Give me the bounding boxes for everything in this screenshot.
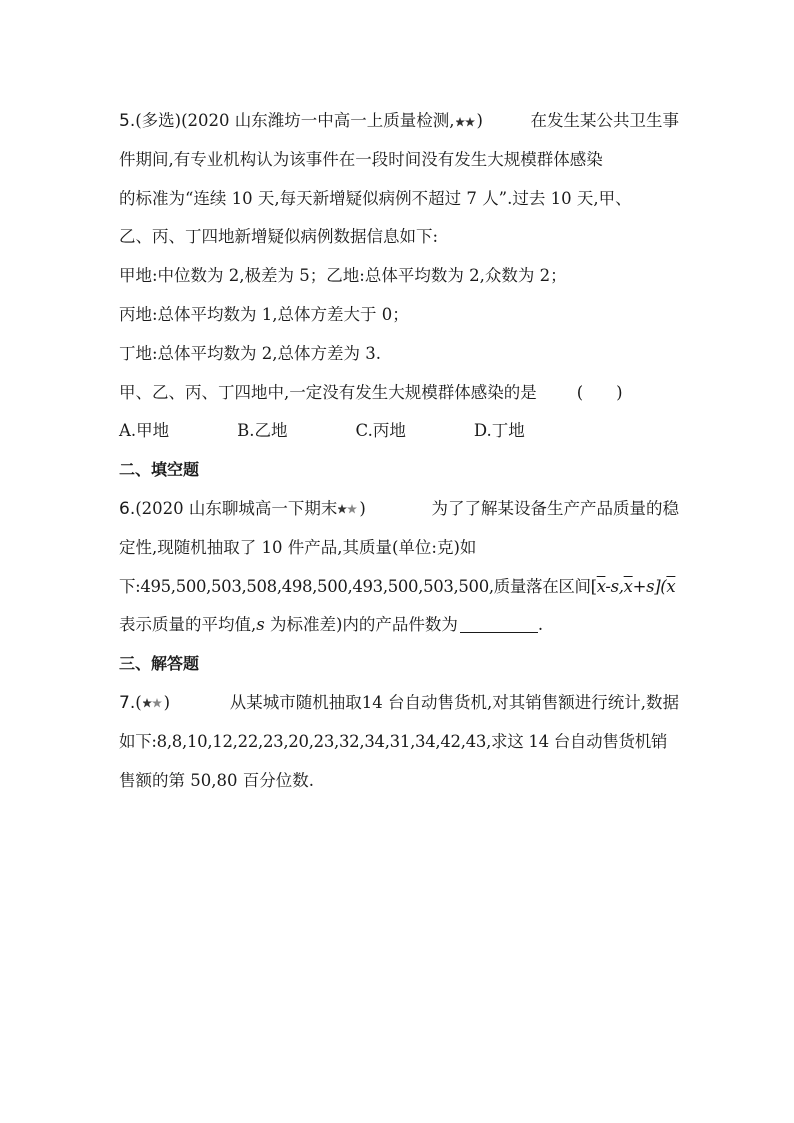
q7-line-2: 如下:8,8,10,12,22,23,20,23,32,34,31,34,42,43,求这 14 台自动售货机销: [119, 731, 668, 751]
q5-line-7: 丁地:总体平均数为 2,总体方差为 3.: [119, 343, 382, 363]
q6-text-4a: 表示质量的平均值,: [119, 615, 257, 635]
q5-line-2: 件期间,有专业机构认为该事件在一段时间没有发生大规模群体感染: [119, 149, 603, 169]
section-heading-solve: 三、解答题: [119, 654, 200, 674]
q5-number: 5.: [119, 111, 136, 131]
difficulty-stars-icon: [338, 503, 358, 515]
q5-line-4: 乙、丙、丁四地新增疑似病例数据信息如下:: [119, 227, 439, 247]
q7-number: 7.: [119, 692, 136, 713]
q5-line-3: 的标准为“连续 10 天,每天新增疑似病例不超过 7 人”.过去 10 天,甲、: [119, 188, 632, 208]
difficulty-stars-icon: [143, 697, 163, 709]
q5-line-6: 丙地:总体平均数为 1,总体方差大于 0；: [119, 304, 409, 324]
q6-source-close: ): [359, 498, 366, 518]
q5-prompt: 甲、乙、丙、丁四地中,一定没有发生大规模群体感染的是: [119, 382, 537, 402]
question-content: [119, 102, 679, 800]
q6-data: 下:495,500,503,508,498,500,493,500,503,500,质量落在区间[: [119, 576, 597, 596]
minus-s: -s,: [605, 576, 624, 596]
q5-line-1: [119, 102, 679, 141]
q7-text-1: 从某城市随机抽取14 台自动售货机,对其销售额进行统计,数据: [229, 692, 679, 712]
q5-options: [119, 412, 679, 451]
q5-tag: (多选): [135, 111, 182, 130]
x-bar-symbol: $\overline{x}$: [666, 576, 676, 596]
q5-source: (2020 山东潍坊一中高一上质量检测,: [181, 111, 455, 130]
q6-line-2: 定性,现随机抽取了 10 件产品,其质量(单位:克)如: [119, 537, 477, 557]
option-d[interactable]: D.丁地: [473, 421, 525, 441]
q5-line-8: [119, 374, 679, 413]
q6-text-4b: 为标准差)内的产品件数为: [264, 615, 458, 635]
q7-open: (: [135, 692, 142, 712]
q6-period: .: [537, 615, 544, 635]
option-a[interactable]: A.甲地: [119, 421, 170, 441]
q6-line-1: [119, 490, 679, 529]
plus-s: +s](: [632, 576, 667, 596]
q6-line-4: [119, 606, 679, 645]
difficulty-stars-icon: [456, 116, 476, 128]
option-b[interactable]: B.乙地: [237, 421, 288, 441]
q6-source: (2020 山东聊城高一下期末: [135, 498, 338, 518]
q6-text-1: 为了了解某设备生产产品质量的稳: [431, 498, 679, 518]
q7-close: ): [163, 692, 171, 712]
q6-number: 6.: [119, 498, 136, 519]
answer-bracket: ( ): [576, 382, 623, 402]
q7-line-3: 售额的第 50,80 百分位数.: [119, 770, 314, 790]
s-symbol: s: [256, 615, 265, 635]
q5-text-1: 在发生某公共卫生事: [530, 111, 679, 130]
q7-line-1: [119, 684, 679, 723]
q5-source-close: ): [476, 111, 483, 130]
answer-blank[interactable]: [460, 614, 538, 633]
q6-line-3: [119, 568, 679, 607]
option-c[interactable]: C.丙地: [355, 421, 406, 441]
q5-line-5: 甲地:中位数为 2,极差为 5；乙地:总体平均数为 2,众数为 2；: [119, 266, 567, 286]
x-bar-symbol: $\overline{x}$: [623, 576, 633, 596]
section-heading-fill-blank: 二、填空题: [119, 460, 200, 480]
x-bar-symbol: $\overline{x}$: [596, 576, 606, 596]
